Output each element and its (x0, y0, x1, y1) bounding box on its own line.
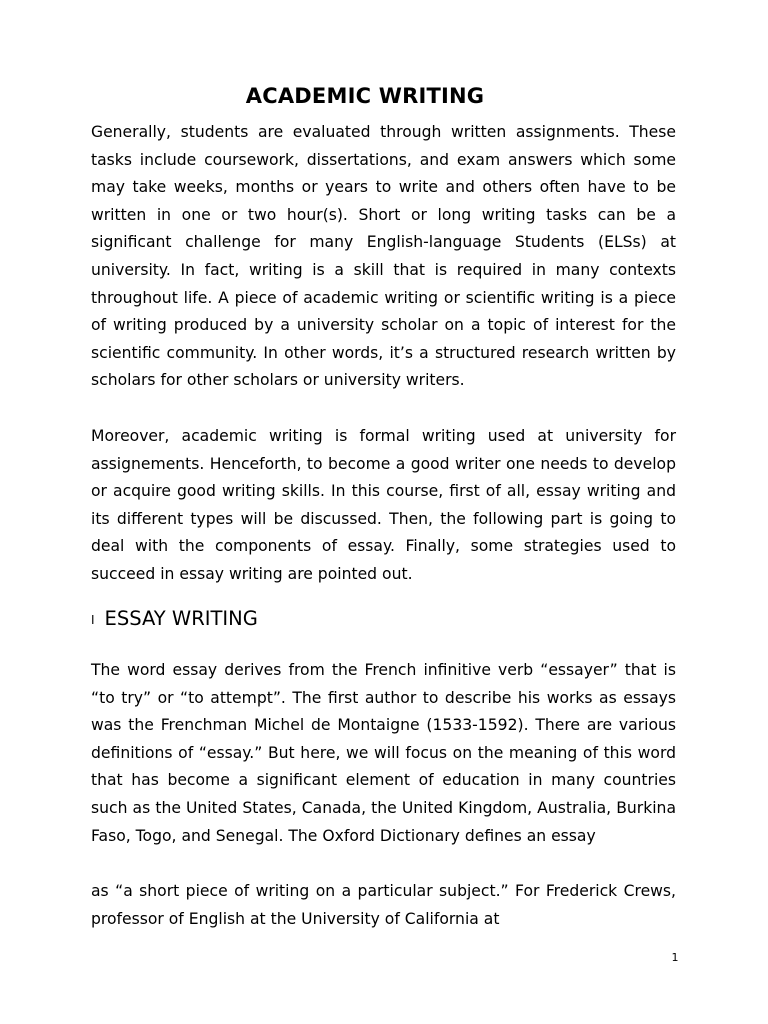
intro-paragraph-1: Generally, students are evaluated through written assignments. These tasks include coursework, dissertations, and exam answers which some may take weeks, months or years to write and others often have to be written in one or two hour(s). Short or long writing tasks can be a significant challenge for many English-language Students (ELSs) at university. In fact, writing is a skill that is required in many contexts throughout life. A piece of academic writing or scientific writing is a piece of writing produced by a university scholar on a topic of interest for the scientific community. In other words, it’s a structured research written by scholars for other scholars or university writers. (91, 123, 676, 390)
section-number: I (91, 613, 95, 627)
page-number: 1 (671, 951, 679, 964)
section-heading (91, 607, 258, 630)
document-title: ACADEMIC WRITING (245, 84, 485, 108)
intro-paragraph-2: Moreover, academic writing is formal writing used at university for assignements. Henceforth, to become a good writer one needs to develop or acquire good writing skills. In this course, first of all, essay writing and its different types will be discussed. Then, the following part is going to deal with the components of essay. Finally, some strategies used to succeed in essay writing are pointed out. (91, 427, 676, 583)
section-paragraph-1: The word essay derives from the French infinitive verb “essayer” that is “to try” or “to attempt”. The first author to describe his works as essays was the Frenchman Michel de Montaigne (1533-1592). There are various definitions of “essay.” But here, we will focus on the meaning of this word that has become a significant element of education in many countries such as the United States, Canada, the United Kingdom, Australia, Burkina Faso, Togo, and Senegal. The Oxford Dictionary defines an essay (91, 661, 676, 845)
section-heading-text: ESSAY WRITING (104, 607, 258, 630)
section-paragraph-2: as “a short piece of writing on a particular subject.” For Frederick Crews, professor of English at the University of California at (91, 882, 676, 928)
